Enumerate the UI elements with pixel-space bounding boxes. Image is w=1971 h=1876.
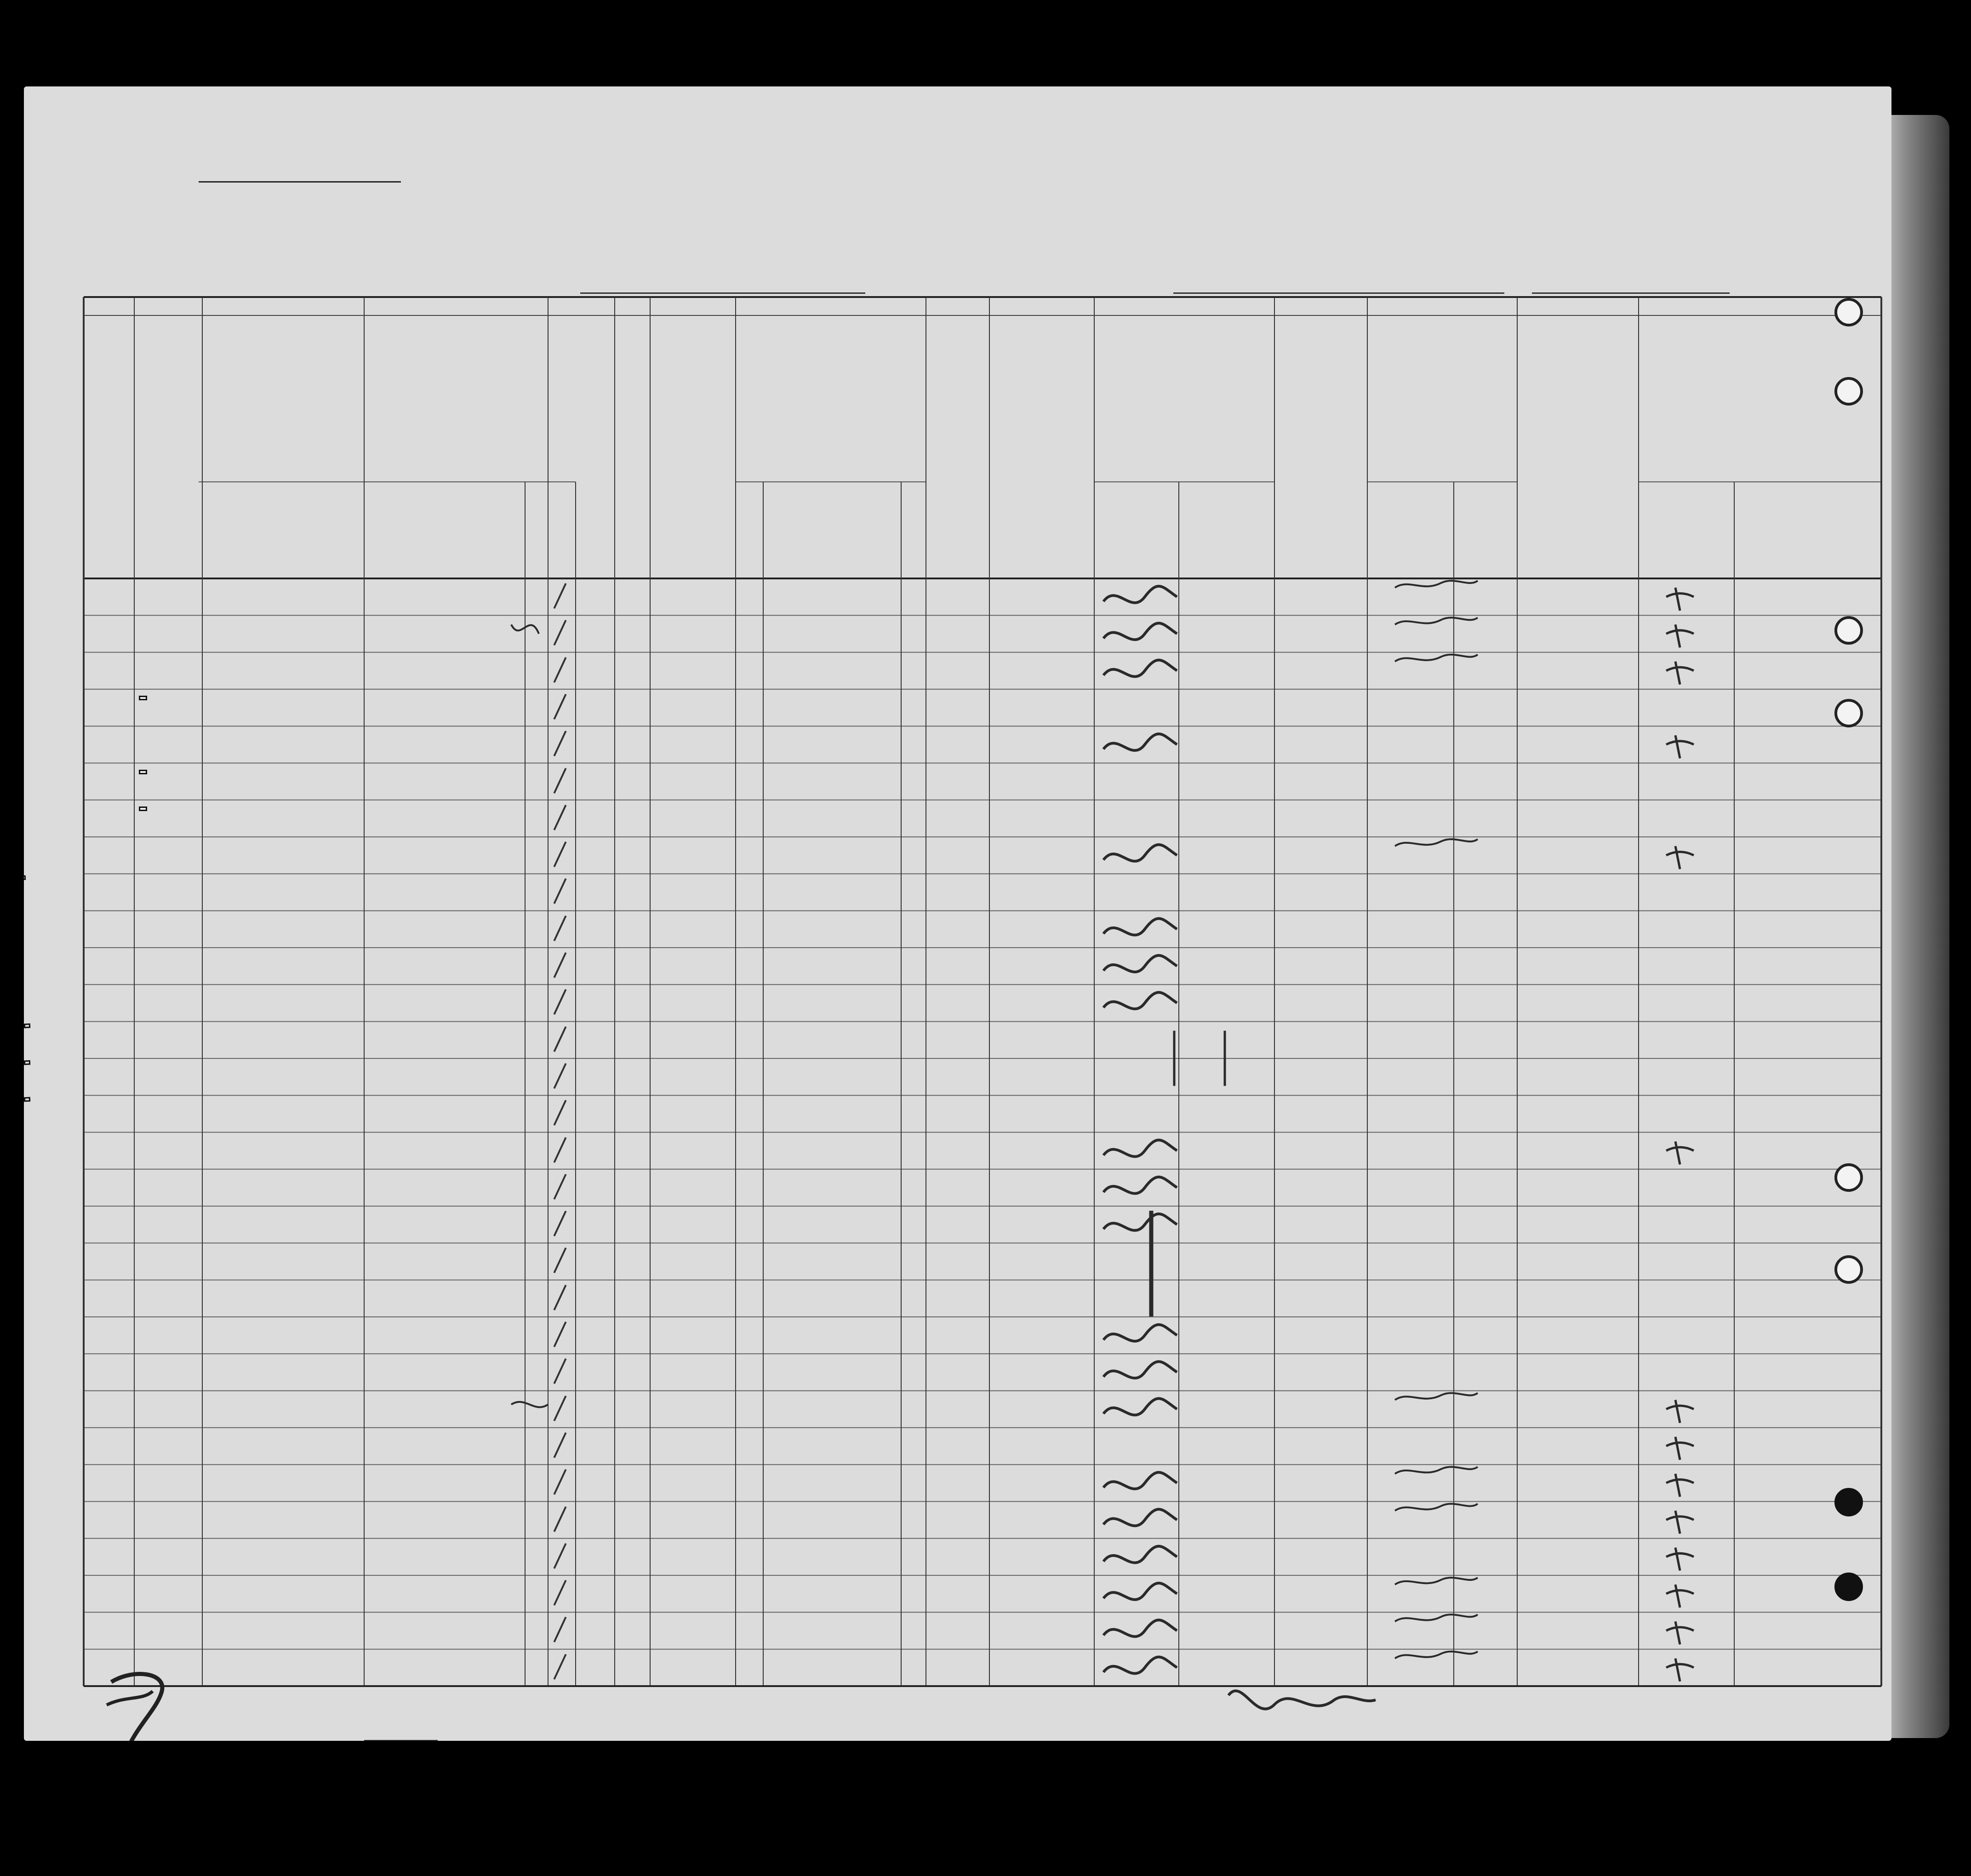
punch-hole — [1834, 699, 1863, 727]
handwritten-stroke — [1666, 1659, 1694, 1682]
handwritten-stroke — [1103, 1509, 1177, 1526]
handwritten-stroke — [1103, 1620, 1177, 1636]
handwritten-stroke — [1103, 1325, 1177, 1341]
inspector-scribbles — [511, 581, 1694, 1709]
handwritten-stroke — [1666, 1548, 1694, 1571]
handwritten-stroke — [1395, 839, 1478, 846]
head-tax-status — [139, 770, 147, 774]
handwritten-stroke — [1666, 1584, 1694, 1607]
handwritten-stroke — [1103, 1657, 1177, 1674]
handwritten-stroke — [1395, 1504, 1478, 1511]
head-tax-status — [139, 696, 147, 700]
handwritten-stroke — [1666, 1437, 1694, 1460]
total-underline — [364, 1740, 438, 1741]
admitted-stamp — [24, 1060, 30, 1065]
handwritten-stroke — [1103, 734, 1177, 750]
admitted-stamp — [24, 1023, 30, 1028]
handwritten-stroke — [1395, 618, 1478, 624]
handwritten-stroke — [1666, 588, 1694, 611]
handwritten-stroke — [1103, 660, 1177, 677]
handwritten-stroke — [1103, 1546, 1177, 1563]
handwritten-stroke — [1666, 624, 1694, 647]
handwritten-stroke — [1103, 919, 1177, 935]
handwritten-stroke — [511, 1402, 548, 1407]
handwritten-stroke — [1103, 1140, 1177, 1156]
handwritten-stroke — [1666, 1474, 1694, 1497]
handwritten-stroke — [1395, 1578, 1478, 1584]
punch-hole-dark — [1834, 1488, 1863, 1516]
handwritten-stroke — [1395, 1393, 1478, 1400]
admitted-stamp — [24, 1097, 30, 1102]
handwritten-stroke — [1103, 1214, 1177, 1230]
admitted-stamp — [24, 875, 26, 881]
handwritten-stroke — [1395, 1467, 1478, 1474]
handwritten-stroke — [1395, 1614, 1478, 1621]
handwritten-stroke — [1103, 1361, 1177, 1378]
handwritten-stroke — [1103, 1399, 1177, 1415]
table-grid — [24, 86, 1891, 1741]
handwritten-stroke — [1103, 1177, 1177, 1194]
handwritten-stroke — [1103, 586, 1177, 603]
manifest-sheet — [24, 86, 1891, 1741]
handwritten-stroke — [1103, 1583, 1177, 1600]
punch-hole — [1834, 1255, 1863, 1284]
handwritten-stroke — [1666, 1400, 1694, 1423]
handwritten-stroke — [1666, 1142, 1694, 1165]
punch-hole — [1834, 1163, 1863, 1192]
handwritten-stroke — [1666, 1621, 1694, 1644]
handwritten-stroke — [1103, 992, 1177, 1009]
head-tax-status — [139, 806, 147, 811]
punch-hole — [1834, 616, 1863, 645]
handwritten-stroke — [1395, 581, 1478, 588]
handwritten-stroke — [1666, 735, 1694, 758]
handwritten-stroke — [1228, 1691, 1376, 1709]
handwritten-stroke — [1103, 955, 1177, 972]
handwritten-stroke — [1103, 845, 1177, 861]
handwritten-stroke — [1103, 1472, 1177, 1489]
handwritten-stroke — [1395, 655, 1478, 662]
punch-hole-dark — [1834, 1573, 1863, 1601]
punch-hole — [1834, 377, 1863, 406]
handwritten-stroke — [1666, 1511, 1694, 1534]
handwritten-7-mark — [97, 1664, 199, 1741]
handwritten-stroke — [1666, 846, 1694, 869]
handwritten-stroke — [1666, 662, 1694, 685]
punch-hole — [1834, 298, 1863, 326]
handwritten-stroke — [1103, 623, 1177, 640]
handwritten-stroke — [1395, 1652, 1478, 1659]
